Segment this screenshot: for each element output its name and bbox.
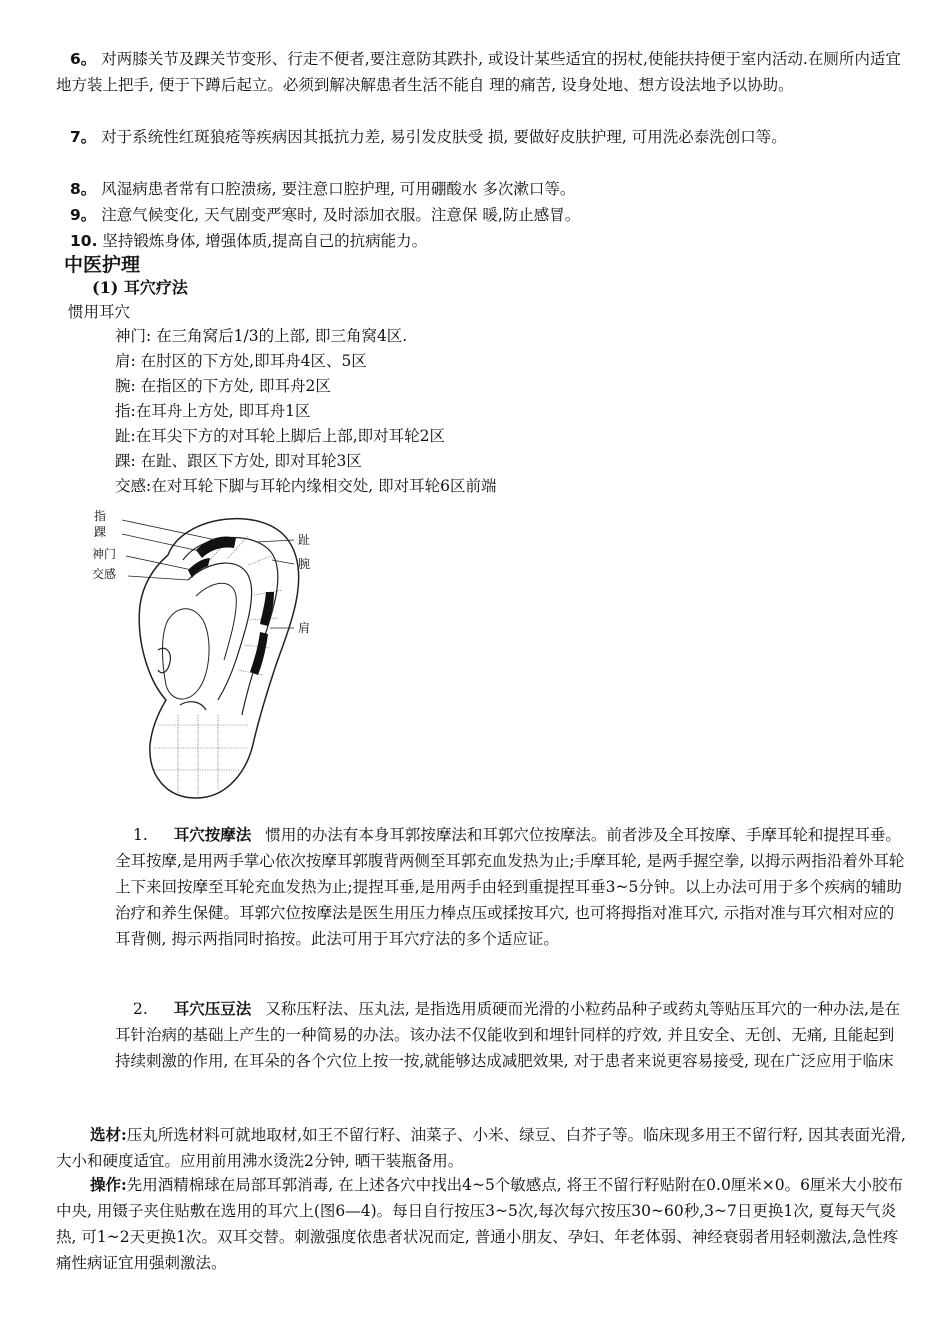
list-item-10: 10. 坚持锻炼身体, 增强体质,提高自己的抗病能力。: [70, 232, 428, 250]
figure-label-toe: 趾: [298, 533, 311, 547]
figure-label-shoulder: 肩: [298, 621, 311, 635]
materials-paragraph: 选材:压丸所选材料可就地取材,如王不留行籽、油菜子、小米、绿豆、白芥子等。临床现多用王不留行籽, 因其表面光滑,大小和硬度适宜。应用前用沸水烫洗2分钟, 晒干装瓶备用。: [56, 1125, 906, 1170]
list-item-9: 9。 注意气候变化, 天气剧变严寒时, 及时添加衣服。注意保 暖,防止感冒。: [70, 206, 581, 224]
figure-label-wrist: 腕: [298, 557, 311, 571]
figure-label-shenmen: 神门: [92, 547, 117, 561]
point-sympathetic: 交感:在对耳轮下脚与耳轮内缘相交处, 即对耳轮6区前端: [115, 477, 497, 495]
ear-diagram: [88, 500, 348, 810]
figure-label-finger: 指: [94, 509, 107, 523]
list-item-8: 8。 风湿病患者常有口腔溃疡, 要注意口腔护理, 可用硼酸水 多次漱口等。: [70, 180, 576, 198]
operation-paragraph: 操作:先用酒精棉球在局部耳郭消毒, 在上述各穴中找出4~5个敏感点, 将王不留行籽贴附在0.0厘米×0。6厘米大小胶布中央, 用镊子夹住贴敷在选用的耳穴上(图6—4)。每日自行按压3~5次,每次每穴按压30~60秒,3~7日更换1次, 夏每天气炎热, 可1~2天更换1次。双耳交替。刺激强度依患者状况而定, 普通小朋友、孕妇、年老体弱、神经衰弱者用轻刺激法,急性疼痛性病证宜用强刺激法。: [56, 1175, 904, 1272]
common-points-label: 惯用耳穴: [68, 303, 131, 321]
point-ankle: 踝: 在趾、跟区下方处, 即对耳轮3区: [115, 452, 362, 470]
method-1-title: 耳穴按摩法: [173, 825, 252, 844]
method-1: 1. 耳穴按摩法 惯用的办法有本身耳郭按摩法和耳郭穴位按摩法。前者涉及全耳按摩、手摩耳轮和提捏耳垂。全耳按摩,是用两手掌心依次按摩耳郭腹背两侧至耳郭充血发热为止;手摩耳轮, 是两手握空拳, 以拇示两指沿着外耳轮上下来回按摩至耳轮充血发热为止;提捏耳垂,是用两手由轻到重提捏耳垂3~5分钟。以上办法可用于多个疾病的辅助治疗和养生保健。耳郭穴位按摩法是医生用压力棒点压或揉按耳穴, 也可将拇指对准耳穴, 示指对准与耳穴相对应的耳背侧, 拇示两指同时掐按。此法可用于耳穴疗法的多个适应证。: [115, 825, 905, 948]
point-finger: 指:在耳舟上方处, 即耳舟1区: [115, 402, 311, 420]
point-shenmen: 神门: 在三角窝后1/3的上部, 即三角窝4区.: [115, 327, 408, 345]
list-item-7: 7。 对于系统性红斑狼疮等疾病因其抵抗力差, 易引发皮肤受 损, 要做好皮肤护理, 可用洗必泰洗创口等。: [70, 128, 787, 146]
point-shoulder: 肩: 在肘区的下方处,即耳舟4区、5区: [115, 352, 367, 370]
point-wrist: 腕: 在指区的下方处, 即耳舟2区: [115, 377, 331, 395]
point-toe: 趾:在耳尖下方的对耳轮上脚后上部,即对耳轮2区: [115, 427, 446, 445]
subsection-title: (1) 耳穴疗法: [92, 278, 188, 297]
figure-label-sympathetic: 交感: [92, 567, 117, 581]
method-2-title: 耳穴压豆法: [173, 999, 252, 1018]
section-title: 中医护理: [64, 254, 141, 276]
method-2: 2. 耳穴压豆法 又称压籽法、压丸法, 是指选用质硬而光滑的小粒药品种子或药丸等贴压耳穴的一种办法,是在耳针治病的基础上产生的一种简易的办法。该办法不仅能收到和埋针同样的疗效, 并且安全、无创、无痛, 且能起到持续刺激的作用, 在耳朵的各个穴位上按一按,就能够达成减肥效果, 对于患者来说更容易接受, 现在广泛应用于临床: [115, 999, 901, 1070]
figure-label-ankle: 踝: [94, 525, 107, 539]
list-item-6: 6。 对两膝关节及踝关节变形、行走不便者,要注意防其跌扑, 或设计某些适宜的拐杖,使能扶持便于室内活动.在厕所内适宜 地方装上把手, 便于下蹲后起立。必须到解决解患者生活不能自 理的痛苦, 设身处地、想方设法地予以协助。: [56, 50, 901, 94]
